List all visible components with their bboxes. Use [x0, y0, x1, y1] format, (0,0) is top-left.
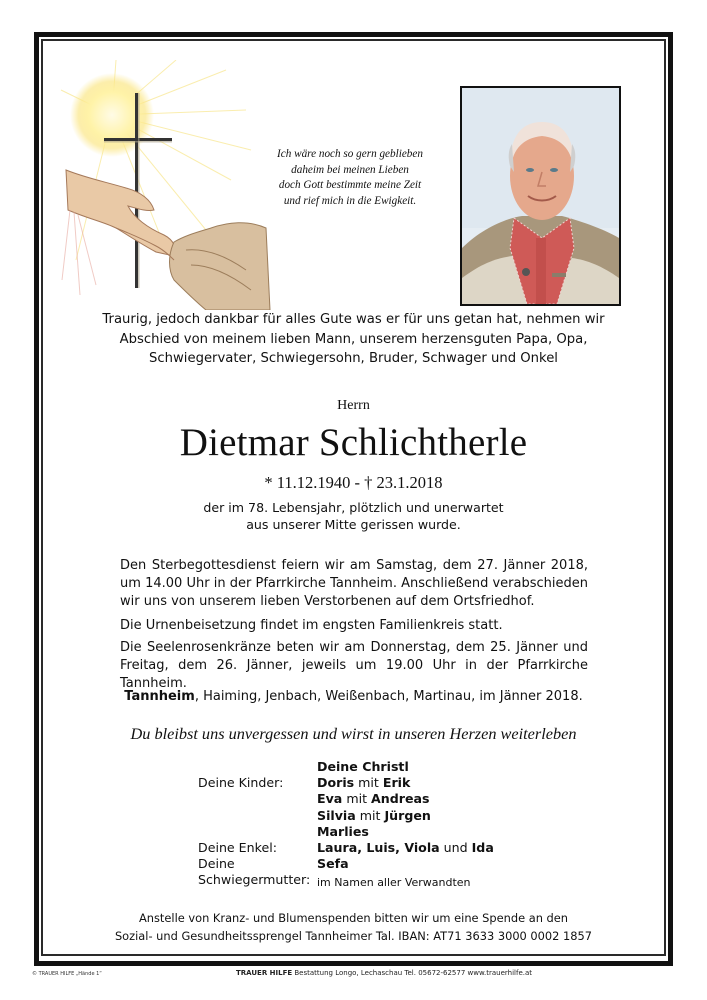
life-dates: * 11.12.1940 - † 23.1.2018 — [264, 473, 443, 492]
with-text: mit — [354, 775, 383, 791]
intro-text — [100, 310, 607, 369]
family-row-closing — [198, 875, 494, 891]
rosary-paragraph: Die Seelenrosenkränze beten wir am Donnerstag, dem 25. Jänner und Freitag, dem 26. Jänner, jeweils um 19.00 Uhr in der Pfarrkirche Tannheim. — [120, 640, 588, 691]
family-row-child — [198, 808, 494, 824]
child-name: Doris — [317, 775, 355, 791]
copyright-note: © TRAUER HILFE „Hände 1“ — [32, 971, 102, 977]
sun-icon — [70, 73, 154, 157]
and-text: und — [439, 839, 472, 855]
mother-in-law-label: Deine Schwiegermutter: — [198, 856, 311, 888]
verse-line: daheim bei meinen Lieben — [291, 163, 409, 176]
family-row-child — [198, 791, 494, 807]
child-name: Marlies — [317, 823, 369, 839]
grandchildren-label: Deine Enkel: — [198, 839, 277, 855]
intro-line: Traurig, jedoch dankbar für alles Gute was er für uns getan hat, nehmen wir — [102, 312, 605, 327]
footer-imprint — [236, 969, 532, 977]
intro-line: Schwiegervater, Schwiegersohn, Bruder, Schwager und Onkel — [149, 351, 558, 366]
age-line: aus unserer Mitte gerissen wurde. — [246, 517, 461, 532]
light-rays — [62, 210, 96, 295]
verse-line: Ich wäre noch so gern geblieben — [277, 148, 423, 160]
child-name: Silvia — [317, 807, 356, 823]
intro-line: Abschied von meinem lieben Mann, unserem herzensguten Papa, Opa, — [119, 331, 588, 347]
hands-icon — [66, 170, 270, 310]
footer-brand: TRAUER HILFE — [236, 969, 293, 977]
with-text: mit — [355, 807, 385, 823]
family-list — [198, 759, 494, 892]
grandchildren-names: Laura, Luis, Viola — [317, 839, 440, 855]
closing-text: im Namen aller Verwandten — [317, 876, 471, 890]
child-name: Eva — [317, 791, 343, 807]
verse — [250, 147, 450, 210]
urn-burial-paragraph: Die Urnenbeisetzung findet im engsten Familienkreis statt. — [120, 618, 503, 633]
family-row-grandchildren — [198, 840, 494, 856]
motto: Du bleibst uns unvergessen und wirst in unseren Herzen weiterleben — [130, 724, 577, 743]
partner-name: Andreas — [371, 791, 430, 807]
portrait-photo — [460, 86, 621, 306]
family-row-wife — [198, 759, 494, 775]
age-text — [100, 499, 607, 533]
places-line — [100, 689, 607, 704]
age-line: der im 78. Lebensjahr, plötzlich und unerwartet — [203, 500, 504, 515]
children-label: Deine Kinder: — [198, 775, 284, 791]
cross-and-hands-illustration — [56, 60, 276, 310]
places-rest: , Haiming, Jenbach, Weißenbach, Martinau, im Jänner 2018. — [194, 689, 583, 704]
partner-name: Erik — [382, 775, 411, 791]
family-row-child — [198, 775, 494, 791]
verse-line: doch Gott bestimmte meine Zeit — [278, 179, 422, 192]
grandchild-name: Ida — [471, 839, 494, 855]
place-bold: Tannheim — [124, 689, 195, 704]
family-row-child — [198, 824, 494, 840]
portrait-icon — [462, 88, 619, 304]
footer-details: Bestattung Longo, Lechaschau Tel. 05672-62577 www.trauerhilfe.at — [292, 969, 533, 977]
deceased-name: Dietmar Schlichtherle — [179, 421, 528, 464]
verse-line: und rief mich in die Ewigkeit. — [283, 195, 417, 208]
donation-line: Anstelle von Kranz- und Blumenspenden bitten wir um eine Spende an den — [138, 911, 568, 925]
salutation: Herrn — [337, 398, 370, 413]
donation-line: Sozial- und Gesundheitssprengel Tannheimer Tal. IBAN: AT71 3633 3000 0002 1857 — [114, 928, 593, 943]
donation-note — [100, 910, 607, 945]
partner-name: Jürgen — [384, 807, 431, 823]
with-text: mit — [342, 791, 372, 807]
wife-name: Deine Christl — [317, 759, 409, 774]
funeral-service-paragraph: Den Sterbegottesdienst feiern wir am Samstag, dem 27. Jänner 2018, um 14.00 Uhr in der Pfarrkirche Tannheim. Anschließend verabschieden wir uns von unserem lieben Verstorbenen auf dem Ortsfriedhof. — [120, 558, 588, 609]
mother-in-law-name: Sefa — [317, 856, 349, 872]
